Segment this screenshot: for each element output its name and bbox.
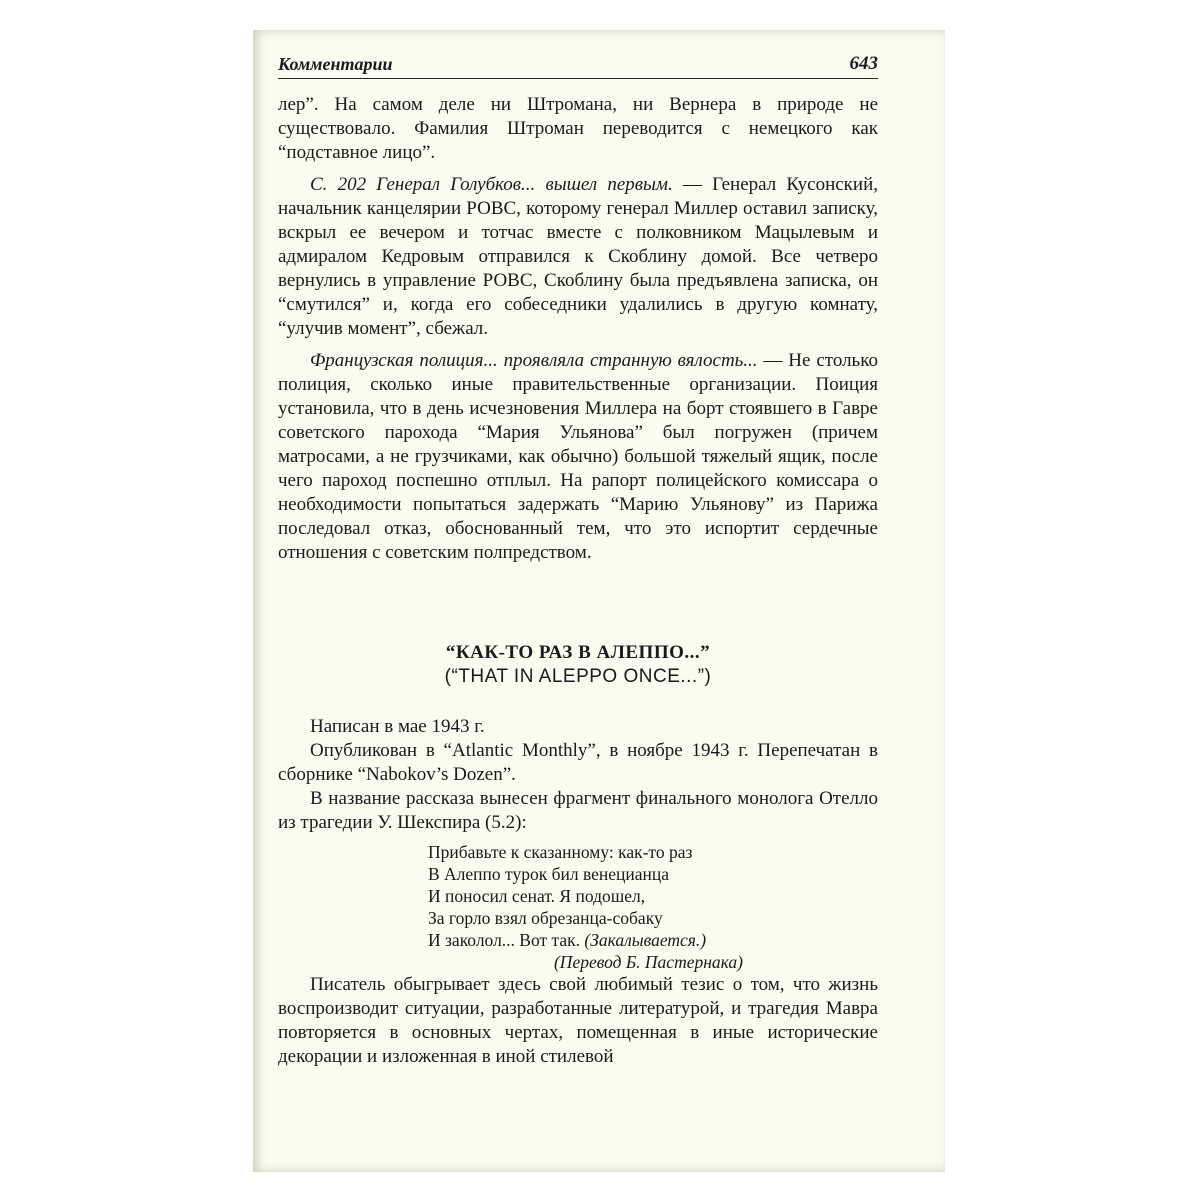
translation-credit: (Перевод Б. Пастернака) — [553, 952, 743, 972]
page-number: 643 — [849, 53, 878, 74]
verse-line: За горло взял обрезанца-собаку — [428, 908, 663, 928]
section-body — [278, 715, 878, 1069]
paragraph-closing: Писатель обыгрывает здесь свой любимый тезис о том, что жизнь воспроизводит ситуации, разработанные литературой, и трагедия Мавра повторяется в основных чертах, помещенная в иные исторические декорации и изложенная в иной стилевой — [278, 974, 878, 1067]
lemma-french-police: Французская полиция... проявляла странную вялость... — [310, 350, 758, 371]
stage-direction: (Закалывается.) — [584, 930, 707, 950]
section-subtitle: (“THAT IN ALEPPO ONCE...”) — [444, 666, 712, 687]
page-content — [278, 48, 878, 1069]
paragraph-text: — Генерал Кусонский, начальник канцелярии РОВС, которому генерал Миллер оставил записку, вскрыл ее вечером и тотчас вместе с полковником Мацылевым и адмиралом Кедровым отправился к Скоблину домой. Все четверо вернулись в управление РОВС, Скоблину была предъявлена записка, он “смутился” и, когда его собеседники удалились в другую комнату, “улучив момент”, сбежал. — [278, 174, 879, 339]
commentary-body — [278, 93, 878, 565]
paragraph-general-golubkov — [278, 173, 878, 341]
verse-line: Прибавьте к сказанному: как-то раз — [428, 842, 693, 862]
paragraph-published: Опубликован в “Atlantic Monthly”, в ноябре 1943 г. Перепечатан в сборнике “Nabokov’s Dozen”. — [278, 740, 878, 785]
paragraph-intro: В название рассказа вынесен фрагмент финального монолога Отелло из трагедии У. Шекспира (5.2): — [278, 788, 878, 833]
book-page — [253, 30, 945, 1172]
verse-line: В Алеппо турок бил венецианца — [428, 864, 670, 884]
lemma-general-golubkov: С. 202 Генерал Голубков... вышел первым. — [310, 174, 673, 195]
verse-line: И поносил сенат. Я подошел, — [428, 886, 646, 906]
running-title: Комментарии — [278, 54, 393, 74]
paragraph-continued: лер”. На самом деле ни Штромана, ни Вернера в природе не существовало. Фамилия Штроман переводится с немецкого как “подставное лицо”. — [278, 94, 878, 163]
verse-line — [428, 929, 748, 951]
paragraph-french-police — [278, 349, 878, 565]
paragraph-written: Написан в мае 1943 г. — [310, 716, 485, 737]
running-header — [278, 48, 878, 79]
verse-quotation — [428, 841, 748, 973]
verse-line-text: И заколол... Вот так. — [428, 930, 585, 950]
paragraph-text: — Не столько полиция, сколько иные правительственные организации. Поиция установила, что в день исчезновения Миллера на борт стоявшего в Гавре советского парохода “Мария Ульянова” был погружен (причем матросами, а не грузчиками, как обычно) большой тяжелый ящик, после чего пароход поспешно отплыл. На рапорт полицейского комиссара о необходимости попытаться задержать “Марию Ульянову” из Парижа последовал отказ, обоснованный тем, что это испортит сердечные отношения с советским полпредством. — [278, 350, 878, 563]
section-title: “КАК-ТО РАЗ В АЛЕППО...” — [445, 642, 711, 663]
section-heading — [278, 641, 878, 689]
